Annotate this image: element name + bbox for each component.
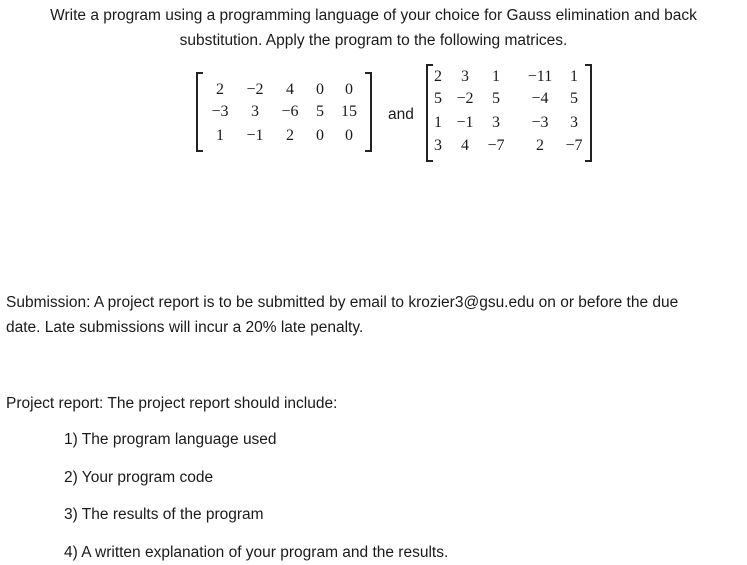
report-heading: Project report: The project report should include: [6, 395, 338, 412]
matrix-b-cell-r1-c2: 3 [461, 68, 469, 85]
matrix-b-cell-r4-c1: 3 [434, 137, 442, 154]
intro-line-1: Write a program using a programming language of your choice for Gauss elimination and back [50, 7, 697, 24]
matrix-a-cell-r2-c1: −3 [211, 103, 229, 120]
matrix-b-cell-r4-c2: 4 [461, 137, 469, 154]
matrix-a-cell-r1-c5: 0 [345, 81, 353, 98]
matrix-b-cell-r2-c1: 5 [434, 90, 442, 107]
matrix-b-cell-r1-c3: 1 [492, 68, 500, 85]
report-item-2: 2) Your program code [64, 469, 214, 486]
submission-paragraph [6, 290, 744, 340]
matrix-a-cell-r1-c4: 0 [316, 81, 324, 98]
report-item-1: 1) The program language used [64, 431, 277, 448]
matrix-a-cell-r1-c3: 4 [286, 81, 294, 98]
matrix-b-cell-r1-c1: 2 [434, 68, 442, 85]
matrix-a-cell-r3-c4: 0 [316, 127, 324, 144]
matrix-b-cell-r3-c3: 3 [492, 114, 500, 131]
matrix-b-cell-r3-c4: −3 [531, 114, 549, 131]
matrix-a-cell-r2-c4: 5 [316, 103, 324, 120]
intro-paragraph [0, 3, 747, 53]
matrix-a-cell-r2-c3: −6 [281, 103, 299, 120]
matrix-a-cell-r3-c2: −1 [246, 127, 264, 144]
report-item-3: 3) The results of the program [64, 506, 264, 523]
matrix-b-cell-r3-c5: 3 [570, 114, 578, 131]
submission-line-2: date. Late submissions will incur a 20% late penalty. [6, 319, 364, 336]
matrix-b-cell-r3-c2: −1 [456, 114, 474, 131]
matrix-b-cell-r4-c4: 2 [536, 137, 544, 154]
matrix-b-cell-r4-c3: −7 [487, 137, 505, 154]
matrix-b-cell-r2-c3: 5 [492, 90, 500, 107]
matrix-a-cell-r3-c5: 0 [345, 127, 353, 144]
matrix-a-cell-r1-c1: 2 [216, 81, 224, 98]
intro-line-2: substitution. Apply the program to the following matrices. [179, 32, 568, 49]
matrix-b-cell-r3-c1: 1 [434, 114, 442, 131]
matrix-b-cell-r2-c5: 5 [570, 90, 578, 107]
matrix-b-cell-r2-c2: −2 [456, 90, 474, 107]
report-item-4: 4) A written explanation of your program and the results. [64, 544, 449, 561]
matrix-b-cell-r2-c4: −4 [531, 90, 549, 107]
matrix-b [426, 64, 592, 164]
matrix-a-cell-r3-c1: 1 [216, 127, 224, 144]
and-label: and [388, 106, 414, 123]
matrix-b-cell-r1-c4: −11 [527, 68, 553, 85]
matrix-a-cell-r1-c2: −2 [246, 81, 264, 98]
matrix-b-cell-r1-c5: 1 [570, 68, 578, 85]
matrix-a-cell-r2-c5: 15 [341, 103, 357, 120]
submission-line-1: Submission: A project report is to be submitted by email to krozier3@gsu.edu on or before the due [6, 294, 679, 311]
matrices-row [0, 64, 747, 164]
matrix-b-cell-r4-c5: −7 [565, 137, 583, 154]
matrix-a [196, 72, 372, 152]
matrix-a-cell-r2-c2: 3 [251, 103, 259, 120]
matrix-a-cell-r3-c3: 2 [286, 127, 294, 144]
